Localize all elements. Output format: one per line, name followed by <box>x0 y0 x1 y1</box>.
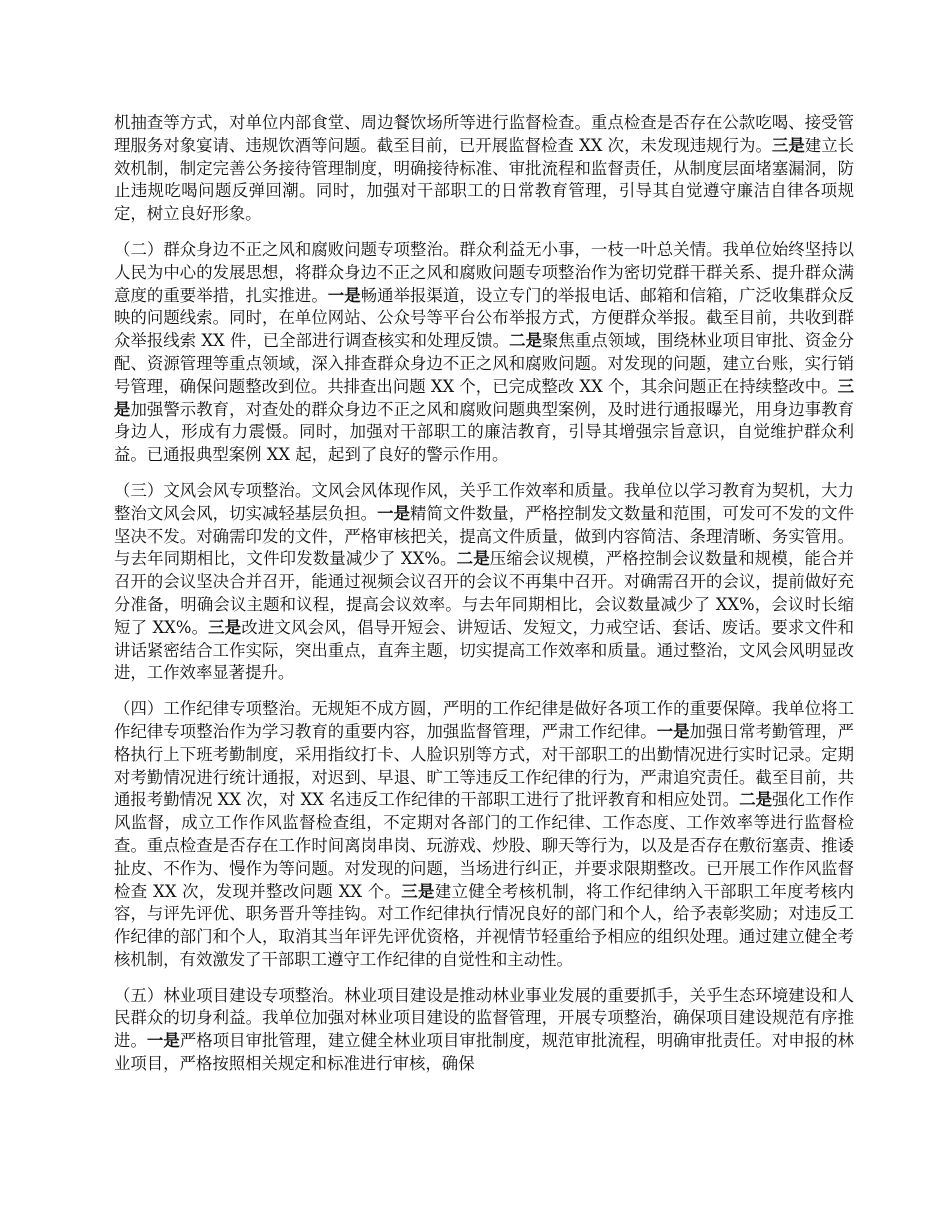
paragraph-2-marker-3: 三是 <box>114 376 854 419</box>
paragraph-3-section-writing-meetings <box>114 480 854 685</box>
paragraph-5-text-1: （五）林业项目建设专项整治。林业项目建设是推动林业事业发展的重要抓手，关乎生态环境建设和人民群众的切身利益。我单位加强对林业项目建设的监督管理，开展专项整治，确保项目建设规范有序推进。 <box>114 985 854 1051</box>
paragraph-3-marker-3: 三是 <box>208 617 242 637</box>
paragraph-4-text-1: （四）工作纪律专项整治。无规矩不成方圆，严明的工作纪律是做好各项工作的重要保障。我单位将工作纪律专项整治作为学习教育的重要内容，加强监督管理，严肃工作纪律。 <box>114 699 854 741</box>
paragraph-4-marker-1: 一是 <box>656 721 690 741</box>
paragraph-2-marker-1: 一是 <box>327 285 361 305</box>
paragraph-1-text-1: 机抽查等方式，对单位内部食堂、周边餐饮场所等进行监督检查。重点检查是否存在公款吃喝、接受管理服务对象宴请、违规饮酒等问题。截至目前，已开展监督检查 XX 次，未发现违规行为。 <box>114 113 854 155</box>
paragraph-2-text-3: 聚焦重点领域，围绕林业项目审批、资金分配、资源管理等重点领域，深入排查群众身边不正之风和腐败问题。对发现的问题，建立台账，实行销号管理，确保问题整改到位。共排查出问题 XX 个，已完成整改 XX 个，其余问题正在持续整改中。 <box>114 331 855 396</box>
paragraph-1-marker-3: 三是 <box>771 135 805 155</box>
paragraph-4-section-work-discipline <box>114 698 854 972</box>
paragraph-3-text-3: 压缩会议规模，严格控制会议数量和规模，能合并召开的会议坚决合并召开，能通过视频会议召开的会议不再集中召开。对确需召开的会议，提前做好充分准备，明确会议主题和议程，提高会议效率。与去年同期相比，会议数量减少了 XX%，会议时长缩短了 XX%。 <box>114 549 855 637</box>
paragraph-4-marker-3: 三是 <box>401 881 435 901</box>
paragraph-3-text-2: 精简文件数量，严格控制发文数量和范围，可发可不发的文件坚决不发。对确需印发的文件，严格审核把关，提高文件质量，做到内容简洁、条理清晰、务实管用。与去年同期相比，文件印发数量减少了 XX%。 <box>114 503 855 569</box>
paragraph-3-text-4: 改进文风会风，倡导开短会、讲短话、发短文，力戒空话、套话、废话。要求文件和讲话紧密结合工作实际，突出重点，直奔主题，切实提高工作效率和质量。通过整治，文风会风明显改进，工作效率显著提升。 <box>114 617 855 683</box>
paragraph-2-section-masses <box>114 239 854 467</box>
paragraph-2-text-1: （二）群众身边不正之风和腐败问题专项整治。群众利益无小事，一枝一叶总关情。我单位始终坚持以人民为中心的发展思想，将群众身边不正之风和腐败问题专项整治作为密切党群干群关系、提升群众满意度的重要举措，扎实推进。 <box>114 239 854 305</box>
paragraph-1 <box>114 112 854 226</box>
paragraph-3-marker-2: 二是 <box>456 549 490 569</box>
paragraph-2-marker-2: 二是 <box>509 331 542 351</box>
paragraph-2-text-2: 畅通举报渠道，设立专门的举报电话、邮箱和信箱，广泛收集群众反映的问题线索。同时，在单位网站、公众号等平台公布举报方式，方便群众举报。截至目前，共收到群众举报线索 XX 件，已全部进行调查核实和处理反馈。 <box>114 285 855 351</box>
paragraph-1-text-2: 建立长效机制，制定完善公务接待管理制度，明确接待标准、审批流程和监督责任，从制度层面堵塞漏洞，防止违规吃喝问题反弹回潮。同时，加强对干部职工的日常教育管理，引导其自觉遵守廉洁自律各项规定，树立良好形象。 <box>114 135 855 224</box>
paragraph-5-section-forestry-projects <box>114 985 854 1076</box>
paragraph-2-text-4: 加强警示教育，对查处的群众身边不正之风和腐败问题典型案例，及时进行通报曝光，用身边事教育身边人，形成有力震慑。同时，加强对干部职工的廉洁教育，引导其增强宗旨意识，自觉维护群众利益。已通报典型案例 XX 起，起到了良好的警示作用。 <box>114 399 855 465</box>
paragraph-4-text-3: 强化工作作风监督，成立工作作风监督检查组，不定期对各部门的工作纪律、工作态度、工作效率等进行监督检查。重点检查是否存在工作时间离岗串岗、玩游戏、炒股、聊天等行为，以及是否存在敷衍塞责、推诿扯皮、不作为、慢作为等问题。对发现的问题，当场进行纠正，并要求限期整改。已开展工作作风监督检查 XX 次，发现并整改问题 XX 个。 <box>114 790 855 901</box>
paragraph-4-text-4: 建立健全考核机制，将工作纪律纳入干部职工年度考核内容，与评先评优、职务晋升等挂钩。对工作纪律执行情况良好的部门和个人，给予表彰奖励；对违反工作纪律的部门和个人，取消其当年评先评优资格，并视情节轻重给予相应的组织处理。通过建立健全考核机制，有效激发了干部职工遵守工作纪律的自觉性和主动性。 <box>114 881 855 969</box>
paragraph-4-marker-2: 二是 <box>739 790 773 810</box>
paragraph-4-text-2: 加强日常考勤管理，严格执行上下班考勤制度，采用指纹打卡、人脸识别等方式，对干部职工的出勤情况进行实时记录。定期对考勤情况进行统计通报，对迟到、早退、旷工等违反工作纪律的行为，严肃追究责任。截至目前，共通报考勤情况 XX 次，对 XX 名违反工作纪律的干部职工进行了批评教育和相应处罚。 <box>114 721 855 810</box>
paragraph-3-marker-1: 一是 <box>377 503 411 523</box>
document-body <box>114 112 854 1076</box>
paragraph-5-marker-1: 一是 <box>146 1031 180 1051</box>
paragraph-3-text-1: （三）文风会风专项整治。文风会风体现作风，关乎工作效率和质量。我单位以学习教育为契机，大力整治文风会风，切实减轻基层负担。 <box>114 480 854 523</box>
paragraph-5-text-2: 严格项目审批管理，建立健全林业项目审批制度，规范审批流程，明确审批责任。对申报的林业项目，严格按照相关规定和标准进行审核，确保 <box>114 1031 855 1074</box>
